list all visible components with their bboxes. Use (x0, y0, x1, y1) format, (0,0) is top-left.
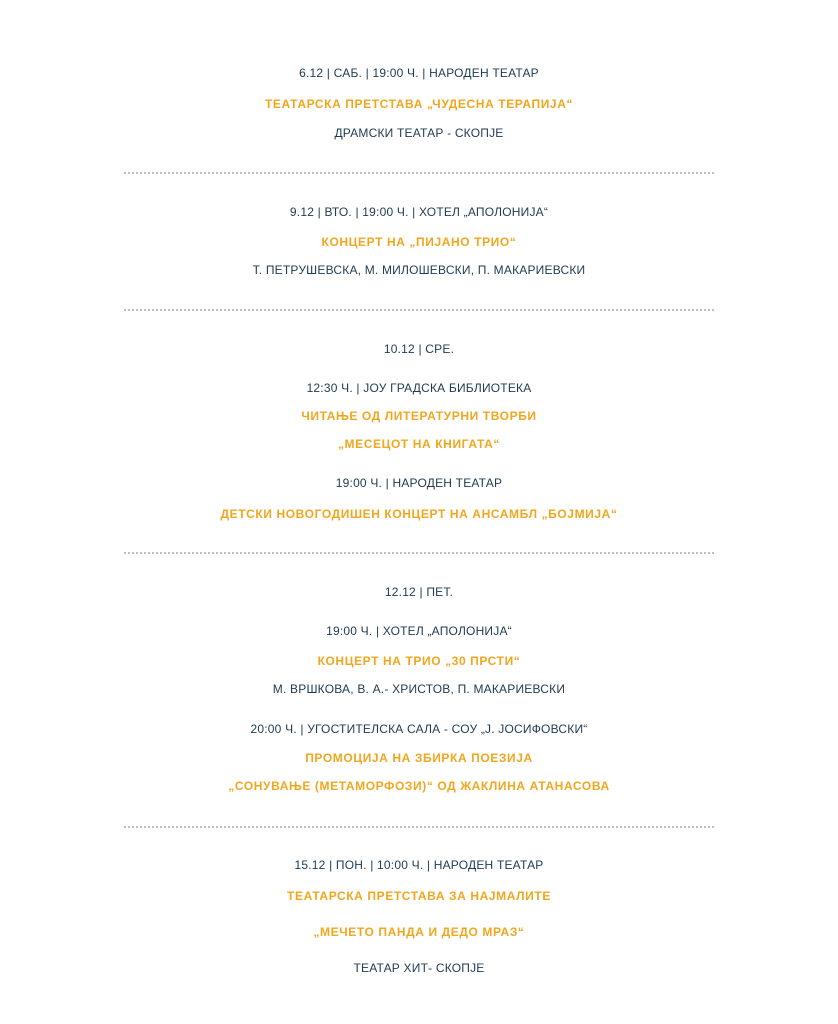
event-5-title-line-2: „МЕЧЕТО ПАНДА И ДЕДО МРАЗ“ (313, 925, 525, 939)
event-2-performer: Т. ПЕТРУШЕВСКА, М. МИЛОШЕВСКИ, П. МАКАРИЕВСКИ (252, 263, 586, 277)
event-1-performer: ДРАМСКИ ТЕАТАР - СКОПЈЕ (334, 126, 504, 140)
section-divider (124, 826, 714, 828)
event-3b-title: ДЕТСКИ НОВОГОДИШЕН КОНЦЕРТ НА АНСАМБЛ „БОЈМИЈА“ (220, 507, 618, 521)
event-4a-title: КОНЦЕРТ НА ТРИО „30 ПРСТИ“ (317, 654, 521, 668)
day-4-date: 12.12 | ПЕТ. (384, 585, 454, 599)
event-1-title: ТЕАТАРСКА ПРЕТСТАВА „ЧУДЕСНА ТЕРАПИЈА“ (264, 97, 574, 111)
event-5-title-line-1: ТЕАТАРСКА ПРЕТСТАВА ЗА НАЈМАЛИТЕ (287, 889, 551, 903)
event-3a-title-line-2: „МЕСЕЦОТ НА КНИГАТА“ (337, 437, 501, 451)
section-divider (124, 309, 714, 311)
section-divider (124, 172, 714, 174)
event-4b-title-line-1: ПРОМОЦИЈА НА ЗБИРКА ПОЕЗИЈА (305, 751, 533, 765)
event-4a-performer: М. ВРШКОВА, В. А.- ХРИСТОВ, П. МАКАРИЕВСКИ (272, 682, 566, 696)
event-5-info: 15.12 | ПОН. | 10:00 Ч. | НАРОДЕН ТЕАТАР (294, 858, 544, 872)
event-4b-title-line-2: „СОНУВАЊЕ (МЕТАМОРФОЗИ)“ ОД ЖАКЛИНА АТАНАСОВА (228, 779, 610, 793)
event-4b-info: 20:00 Ч. | УГОСТИТЕЛСКА САЛА - СОУ „Ј. ЈОСИФОВСКИ“ (250, 722, 588, 736)
event-3a-info: 12:30 Ч. | ЈОУ ГРАДСКА БИБЛИОТЕКА (306, 381, 532, 395)
event-2-title: КОНЦЕРТ НА „ПИЈАНО ТРИО“ (321, 235, 517, 249)
day-3-date: 10.12 | СРЕ. (383, 342, 455, 356)
event-3a-title-line-1: ЧИТАЊЕ ОД ЛИТЕРАТУРНИ ТВОРБИ (301, 409, 537, 423)
event-3b-info: 19:00 Ч. | НАРОДЕН ТЕАТАР (335, 476, 503, 490)
event-1-info: 6.12 | САБ. | 19:00 Ч. | НАРОДЕН ТЕАТАР (299, 66, 539, 80)
event-5-performer: ТЕАТАР ХИТ- СКОПЈЕ (353, 961, 485, 975)
section-divider (124, 552, 714, 554)
event-2-info: 9.12 | ВТО. | 19:00 Ч. | ХОТЕЛ „АПОЛОНИЈА“ (289, 205, 549, 219)
event-4a-info: 19:00 Ч. | ХОТЕЛ „АПОЛОНИЈА“ (326, 624, 512, 638)
